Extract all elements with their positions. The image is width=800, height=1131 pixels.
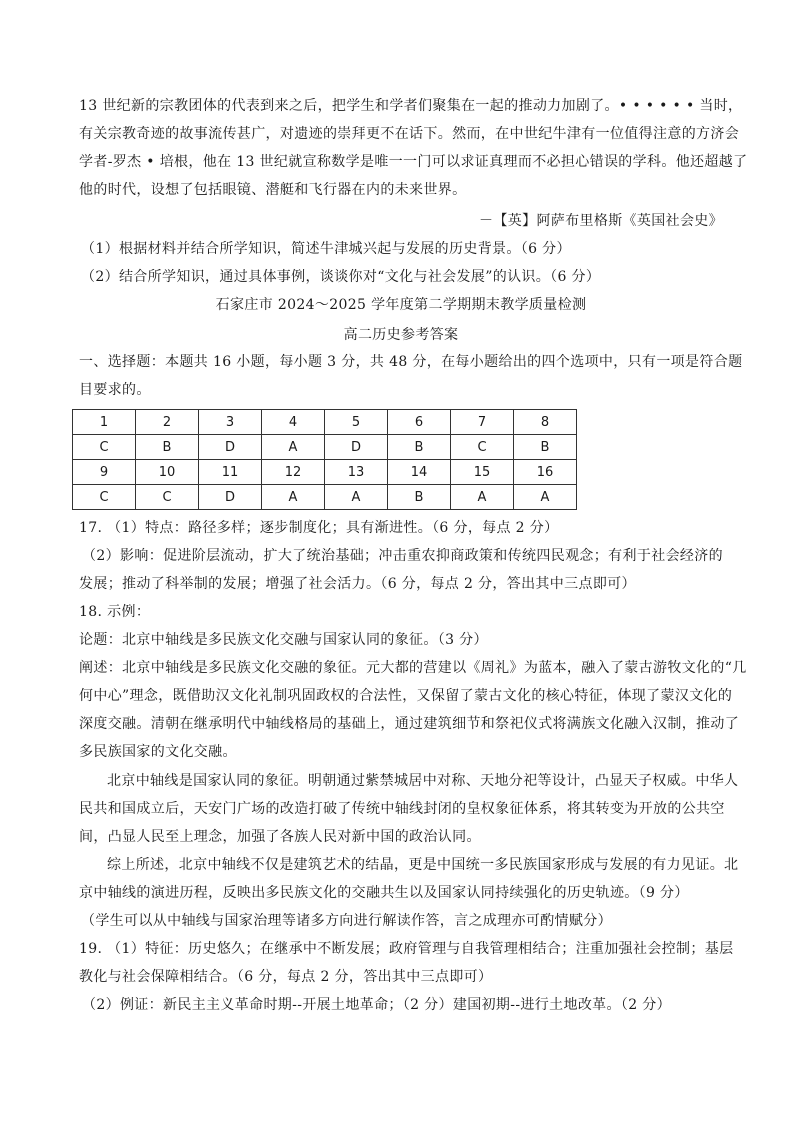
answer-letter: D xyxy=(199,435,262,460)
question-number: 2 xyxy=(136,410,199,435)
section1-instructions: 目要求的。 xyxy=(79,382,151,398)
q18-line: 综上所述，北京中轴线不仅是建筑艺术的结晶，更是中国统一多民族国家形成与发展的有力见证。北 xyxy=(107,857,739,873)
q18-thesis: 论题：北京中轴线是多民族文化交融与国家认同的象征。（3 分） xyxy=(79,632,488,648)
section1-instructions: 一、选择题：本题共 16 小题，每小题 3 分，共 48 分，在每小题给出的四个选项中，只有一项是符合题 xyxy=(79,354,743,370)
question-2: （2）结合所学知识，通过具体事例，谈谈你对“文化与社会发展”的认识。（6 分） xyxy=(81,269,601,285)
table-row xyxy=(73,460,577,485)
q18-line: 京中轴线的演进历程，反映出多民族文化的交融共生以及国家认同持续强化的历史轨迹。（9 分） xyxy=(79,885,689,901)
question-number: 14 xyxy=(388,460,451,485)
question-number: 9 xyxy=(73,460,136,485)
q18-heading: 18. 示例： xyxy=(79,604,151,620)
question-number: 4 xyxy=(262,410,325,435)
q17-line: 17. （1）特点：路径多样；逐步制度化；具有渐进性。（6 分，每点 2 分） xyxy=(79,520,559,536)
q18-line: 多民族国家的文化交融。 xyxy=(79,744,237,760)
answer-letter: A xyxy=(262,485,325,510)
q18-note: （学生可以从中轴线与国家治理等诸多方向进行解读作答，言之成理亦可酌情赋分） xyxy=(81,913,612,929)
question-number: 10 xyxy=(136,460,199,485)
table-row xyxy=(73,435,577,460)
question-number: 1 xyxy=(73,410,136,435)
q18-line: 阐述：北京中轴线是多民族文化交融的象征。元大都的营建以《周礼》为蓝本，融入了蒙古游牧文化的“几 xyxy=(79,660,747,676)
answer-letter: C xyxy=(73,435,136,460)
question-number: 6 xyxy=(388,410,451,435)
answer-letter: B xyxy=(136,435,199,460)
question-number: 13 xyxy=(325,460,388,485)
answer-key-title: 石家庄市 2024～2025 学年度第二学期期末教学质量检测 xyxy=(215,297,587,313)
question-number: 15 xyxy=(451,460,514,485)
question-number: 3 xyxy=(199,410,262,435)
answer-letter: B xyxy=(514,435,577,460)
question-number: 8 xyxy=(514,410,577,435)
q17-line: （2）影响：促进阶层流动，扩大了统治基础；冲击重农抑商政策和传统四民观念；有利于社会经济的 xyxy=(82,548,723,564)
q18-line: 间，凸显人民至上理念，加强了各族人民对新中国的政治认同。 xyxy=(79,829,481,845)
answer-letter: D xyxy=(199,485,262,510)
answer-letter: C xyxy=(73,485,136,510)
q17-line: 发展；推动了科举制的发展；增强了社会活力。（6 分，每点 2 分，答出其中三点即可） xyxy=(79,576,636,592)
q18-line: 深度交融。清朝在继承明代中轴线格局的基础上，通过建筑细节和祭祀仪式将满族文化融入汉制，推动了 xyxy=(79,716,740,732)
material-line: 有关宗教奇迹的故事流传甚广，对遗迹的崇拜更不在话下。然而，在中世纪牛津有一位值得注意的方济会 xyxy=(79,126,740,142)
answer-letter: B xyxy=(388,485,451,510)
answer-key-subtitle: 高二历史参考答案 xyxy=(343,327,459,343)
answer-letter: C xyxy=(136,485,199,510)
answer-letter: B xyxy=(388,435,451,460)
material-line: 13 世纪新的宗教团体的代表到来之后，把学生和学者们聚集在一起的推动力加剧了。• • • • • • 当时， xyxy=(79,98,743,114)
q18-line: 民共和国成立后，天安门广场的改造打破了传统中轴线封闭的皇权象征体系，将其转变为开放的公共空 xyxy=(79,801,725,817)
answer-letter: A xyxy=(262,435,325,460)
answer-letter: C xyxy=(451,435,514,460)
material-line: 他的时代，设想了包括眼镜、潜艇和飞行器在内的未来世界。 xyxy=(79,182,467,198)
q19-line: 教化与社会保障相结合。（6 分，每点 2 分，答出其中三点即可） xyxy=(79,969,493,985)
answer-table xyxy=(72,409,577,510)
q19-line: （2）例证：新民主主义革命时期--开展土地革命；（2 分）建国初期--进行土地改革。（2 分） xyxy=(82,997,671,1013)
material-source: －【英】阿萨布里格斯《英国社会史》 xyxy=(479,213,723,229)
answer-letter: A xyxy=(325,485,388,510)
answer-letter: A xyxy=(451,485,514,510)
q18-line: 何中心”理念，既借助汉文化礼制巩固政权的合法性，又保留了蒙古文化的核心特征，体现了蒙汉文化的 xyxy=(79,688,733,704)
q18-line: 北京中轴线是国家认同的象征。明朝通过紫禁城居中对称、天地分祀等设计，凸显天子权威。中华人 xyxy=(107,773,739,789)
question-number: 7 xyxy=(451,410,514,435)
question-number: 11 xyxy=(199,460,262,485)
material-line: 学者-罗杰 • 培根，他在 13 世纪就宣称数学是唯一一门可以求证真理而不必担心错误的学科。他还超越了 xyxy=(79,154,748,170)
question-number: 12 xyxy=(262,460,325,485)
question-number: 16 xyxy=(514,460,577,485)
q19-line: 19. （1）特征：历史悠久；在继承中不断发展；政府管理与自我管理相结合；注重加强社会控制；基层 xyxy=(79,941,734,957)
table-row xyxy=(73,485,577,510)
table-row xyxy=(73,410,577,435)
question-number: 5 xyxy=(325,410,388,435)
answer-letter: A xyxy=(514,485,577,510)
answer-letter: D xyxy=(325,435,388,460)
question-1: （1）根据材料并结合所学知识，简述牛津城兴起与发展的历史背景。（6 分） xyxy=(81,241,571,257)
